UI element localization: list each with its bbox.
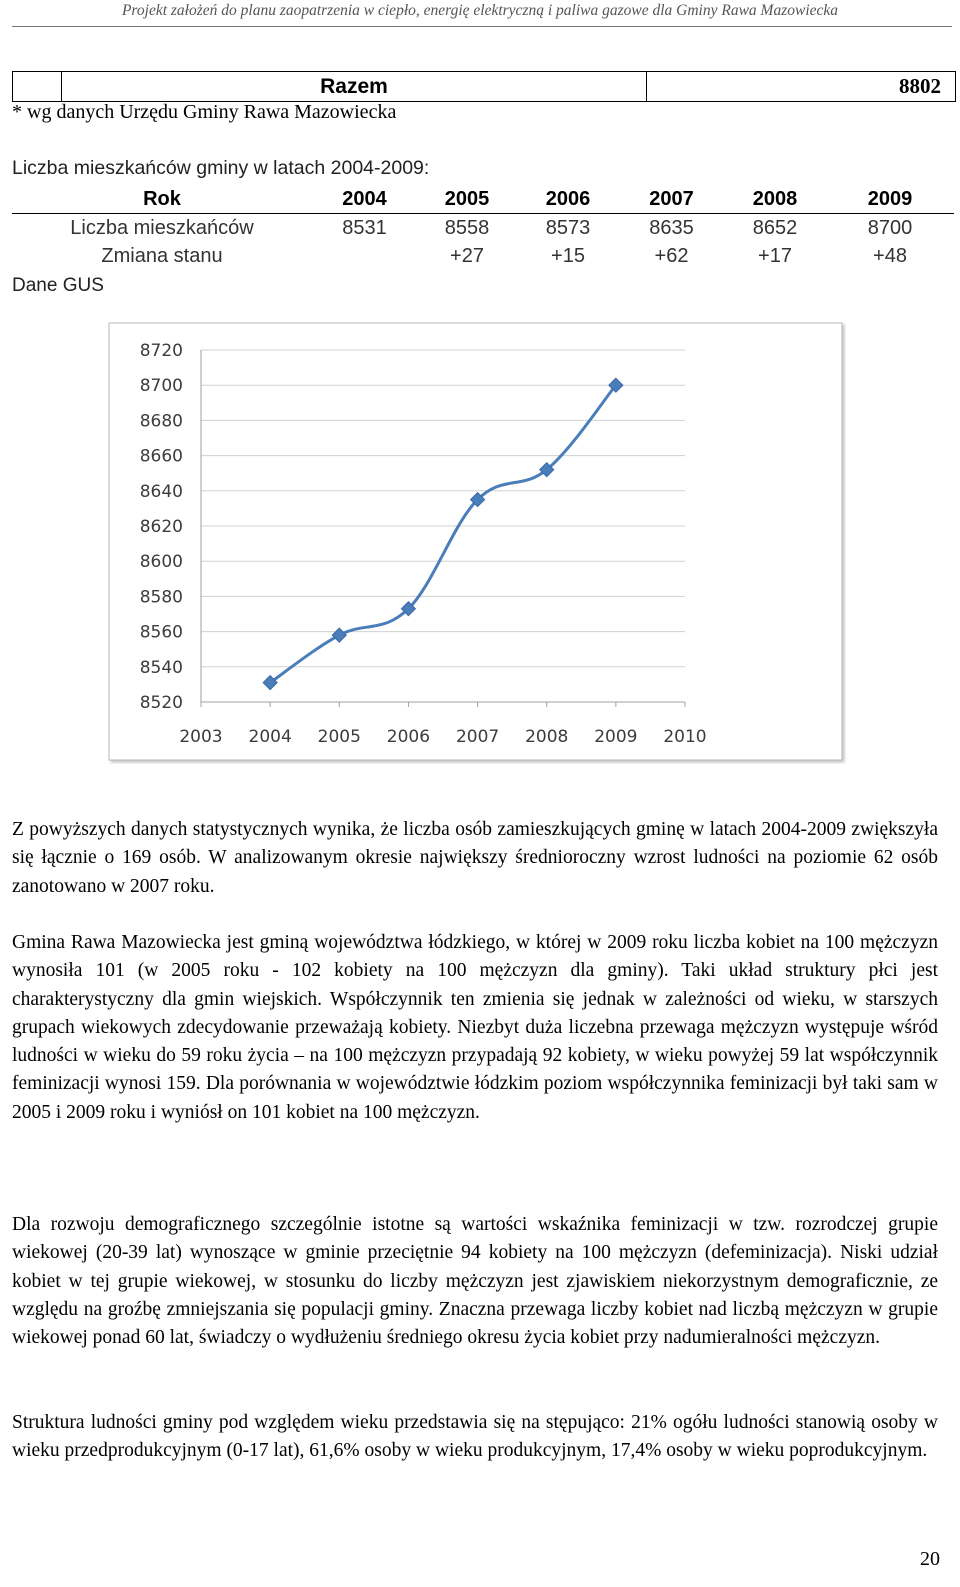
y-tick-label: 8560 xyxy=(139,622,183,643)
y-tick-label: 8580 xyxy=(139,587,183,608)
summary-table xyxy=(12,71,956,102)
empty-cell xyxy=(13,72,62,102)
x-tick-label: 2004 xyxy=(248,727,292,747)
y-tick-label: 8720 xyxy=(139,341,183,361)
x-tick-label: 2003 xyxy=(179,727,223,747)
y-tick-label: 8700 xyxy=(139,376,183,397)
paragraph-4: Struktura ludności gminy pod względem wieku przedstawia się na stępująco: 21% ogółu ludności stanowią osoby w wieku przedprodukcyjnym (0-17 lat), 61,6% osoby w wieku produkcyjnym, 17,4% osoby w wieku poprodukcyjnym. xyxy=(12,1412,938,1462)
header-divider xyxy=(12,26,952,27)
table-cell: 8531 xyxy=(342,216,387,239)
table-cell: +17 xyxy=(758,244,792,267)
row-label: Zmiana stanu xyxy=(101,244,223,267)
y-tick-label: 8540 xyxy=(139,657,183,678)
table-row xyxy=(13,72,956,102)
table-cell: +27 xyxy=(450,244,484,267)
x-tick-label: 2006 xyxy=(386,727,431,747)
header-cell: Rok xyxy=(143,187,181,210)
header-cell: 2005 xyxy=(444,187,490,210)
population-title: Liczba mieszkańców gminy w latach 2004-2009: xyxy=(12,157,430,179)
paragraph-3: Dla rozwoju demograficznego szczególnie istotne są wartości wskaźnika feminizacji w tzw. rozrodczej grupie wiekowej (20-39 lat) wynoszące w gminie przeciętnie 94 kobiety na 100 mężczyzn (defeminizacja). Niski udział kobiet w tej grupie wiekowej, w stosunku do liczby mężczyzn jest zjawiskiem niekorzystnym demograficznie, ze względu na groźbę zmniejszania się populacji gminy. Znaczna przewaga liczby kobiet nad liczbą mężczyzn w grupie wiekowej ponad 60 lat, świadczy o wydłużeniu średniego okresu życia kobiet przy nadumieralności mężczyzn. xyxy=(12,1214,938,1349)
table-row xyxy=(12,242,954,270)
x-tick-label: 2007 xyxy=(455,727,500,747)
y-tick-label: 8680 xyxy=(139,411,183,432)
chart-frame xyxy=(109,323,842,760)
page-number: 20 xyxy=(920,1548,940,1570)
x-tick-label: 2010 xyxy=(663,727,707,747)
population-table xyxy=(12,185,954,270)
header-cell: 2009 xyxy=(867,187,913,210)
x-tick-label: 2008 xyxy=(525,727,569,747)
header-cell: 2008 xyxy=(752,187,798,210)
table-cell: +62 xyxy=(654,244,689,267)
header-cell: 2007 xyxy=(649,187,694,210)
source-note-gus: Dane GUS xyxy=(12,275,104,296)
table-cell: 8635 xyxy=(649,216,694,239)
y-tick-label: 8600 xyxy=(139,552,183,573)
header-cell: 2006 xyxy=(545,187,591,210)
paragraph-2: Gmina Rawa Mazowiecka jest gminą województwa łódzkiego, w której w 2009 roku liczba kobiet na 100 mężczyzn wynosiła 101 (w 2005 roku - 102 kobiety na 100 mężczyzn dla gminy). Taki układ struktury płci jest charakterystyczny dla gmin wiejskich. Współczynnik ten zmienia się jednak w zależności od wieku, w starszych grupach wiekowych zdecydowanie przeważają kobiety. Niezbyt duża liczebna przewaga mężczyzn występuje wśród ludności w wieku do 59 roku życia – na 100 mężczyzn przypadają 92 kobiety, w wieku powyżej 59 lat współczynnik feminizacji wynosi 159. Dla porównania w województwie łódzkim poziom współczynnika feminizacji był taki sam w 2005 i 2009 roku i wyniósł on 101 kobiet na 100 mężczyzn. xyxy=(12,932,938,1123)
header-cell: 2004 xyxy=(342,187,387,210)
y-tick-label: 8640 xyxy=(139,481,183,502)
table-row xyxy=(12,214,954,243)
row-label: Liczba mieszkańców xyxy=(70,216,254,239)
x-tick-label: 2005 xyxy=(317,727,361,747)
table-cell: 8573 xyxy=(545,216,591,239)
table-header-row xyxy=(12,185,954,214)
y-tick-label: 8660 xyxy=(139,446,183,467)
table-cell: 8652 xyxy=(752,216,798,239)
table-cell: +48 xyxy=(873,244,907,267)
x-tick-label: 2009 xyxy=(594,727,638,747)
table-cell xyxy=(312,242,417,270)
table-cell: +15 xyxy=(551,244,585,267)
population-line-chart xyxy=(108,322,846,764)
page-header: Projekt założeń do planu zaopatrzenia w ciepło, energię elektryczną i paliwa gazowe dla Gminy Rawa Mazowiecka xyxy=(121,2,839,19)
summary-label: Razem xyxy=(62,72,647,102)
table-cell: 8558 xyxy=(444,216,490,239)
source-note-municipality: * wg danych Urzędu Gminy Rawa Mazowiecka xyxy=(12,101,397,123)
paragraph-1: Z powyższych danych statystycznych wynika, że liczba osób zamieszkujących gminę w latach 2004-2009 zwiększyła się łącznie o 169 osób. W analizowanym okresie największy średnioroczny wzrost ludności na poziomie 62 osób zanotowano w 2007 roku. xyxy=(12,819,938,897)
y-tick-label: 8620 xyxy=(139,517,183,537)
y-tick-label: 8520 xyxy=(139,693,183,713)
summary-value: 8802 xyxy=(647,72,956,102)
table-cell: 8700 xyxy=(867,216,913,239)
